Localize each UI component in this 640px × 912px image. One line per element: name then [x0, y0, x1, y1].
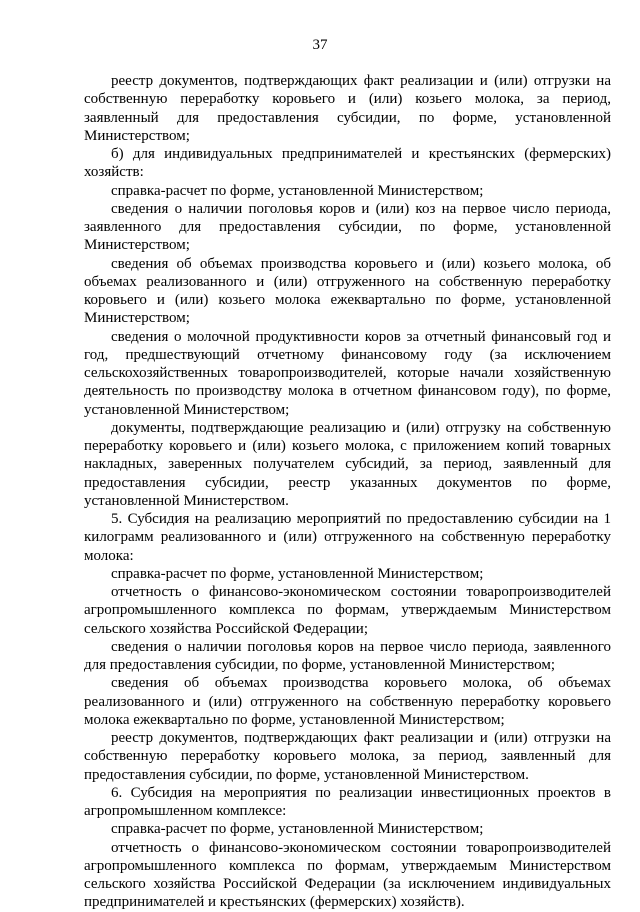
paragraph-5-subsidy: 5. Субсидия на реализацию мероприятий по предоставлению субсидии на 1 килограмм реализованного и (или) отгруженного на собственную переработку молока: — [84, 511, 611, 564]
paragraph-registry-cow-milk: реестр документов, подтверждающих факт реализации и (или) отгрузки на собственную переработку коровьего молока, за период, заявленный для предоставления субсидии, по форме, установленной Министерством. — [84, 730, 611, 783]
paragraph-production-cow-milk: сведения об объемах производства коровьего молока, об объемах реализованного и (или) отгруженного на собственную переработку коровьего молока ежеквартально по форме, установленной Министерством; — [84, 675, 611, 728]
paragraph-calc-form-3: справка-расчет по форме, установленной Министерством; — [111, 821, 484, 838]
paragraph-calc-form: справка-расчет по форме, установленной Министерством; — [111, 182, 484, 199]
paragraph-livestock-cows: сведения о наличии поголовья коров на первое число периода, заявленного для предоставления субсидии, по форме, установленной Министерством; — [84, 638, 611, 673]
document-body — [84, 72, 611, 912]
paragraph-financial-report: отчетность о финансово-экономическом состоянии товаропроизводителей агропромышленного комплекса по формам, утверждаемым Министерством сельского хозяйства Российской Федерации; — [84, 584, 611, 637]
paragraph-6-subsidy: 6. Субсидия на мероприятия по реализации инвестиционных проектов в агропромышленном комплексе: — [84, 784, 611, 819]
paragraph-livestock-cows-goats: сведения о наличии поголовья коров и (или) коз на первое число периода, заявленного для предоставления субсидии, по форме, установленной Министерством; — [84, 200, 611, 254]
paragraph-production-volumes: сведения об объемах производства коровьего и (или) козьего молока, об объемах реализованного и (или) отгруженного на собственную переработку коровьего и (или) козьего молока ежеквартально по форме, установленной Министерством; — [84, 255, 611, 327]
paragraph-b-farmers: б) для индивидуальных предпринимателей и крестьянских (фермерских) хозяйств: — [84, 146, 611, 181]
paragraph-registry-milk: реестр документов, подтверждающих факт реализации и (или) отгрузки на собственную переработку коровьего и (или) козьего молока, за период, заявленный для предоставления субсидии, по форме, установленной Министерством; — [84, 73, 611, 144]
page-number: 37 — [312, 37, 328, 53]
paragraph-calc-form-2: справка-расчет по форме, установленной Министерством; — [111, 565, 484, 582]
paragraph-financial-report-2: отчетность о финансово-экономическом состоянии товаропроизводителей агропромышленного комплекса по формам, утверждаемым Министерством сельского хозяйства Российской Федерации (за исключением индивидуальных предпринимателей и крестьянских (фермерских) хозяйств). — [84, 839, 611, 911]
paragraph-sales-documents: документы, подтверждающие реализацию и (или) отгрузку на собственную переработку коровьего и (или) козьего молока, с приложением копий товарных накладных, заверенных получателем субсидий, за период, заявленный для предоставления субсидии, реестр указанных документов по форме, установленной Министерством. — [84, 419, 611, 509]
paragraph-milk-productivity: сведения о молочной продуктивности коров за отчетный финансовый год и год, предшествующий отчетному финансовому году (за исключением сельскохозяйственных товаропроизводителей, которые начали хозяйственную деятельность по производству молока в отчетном финансовом году), по форме, установленной Министерством; — [84, 328, 611, 418]
